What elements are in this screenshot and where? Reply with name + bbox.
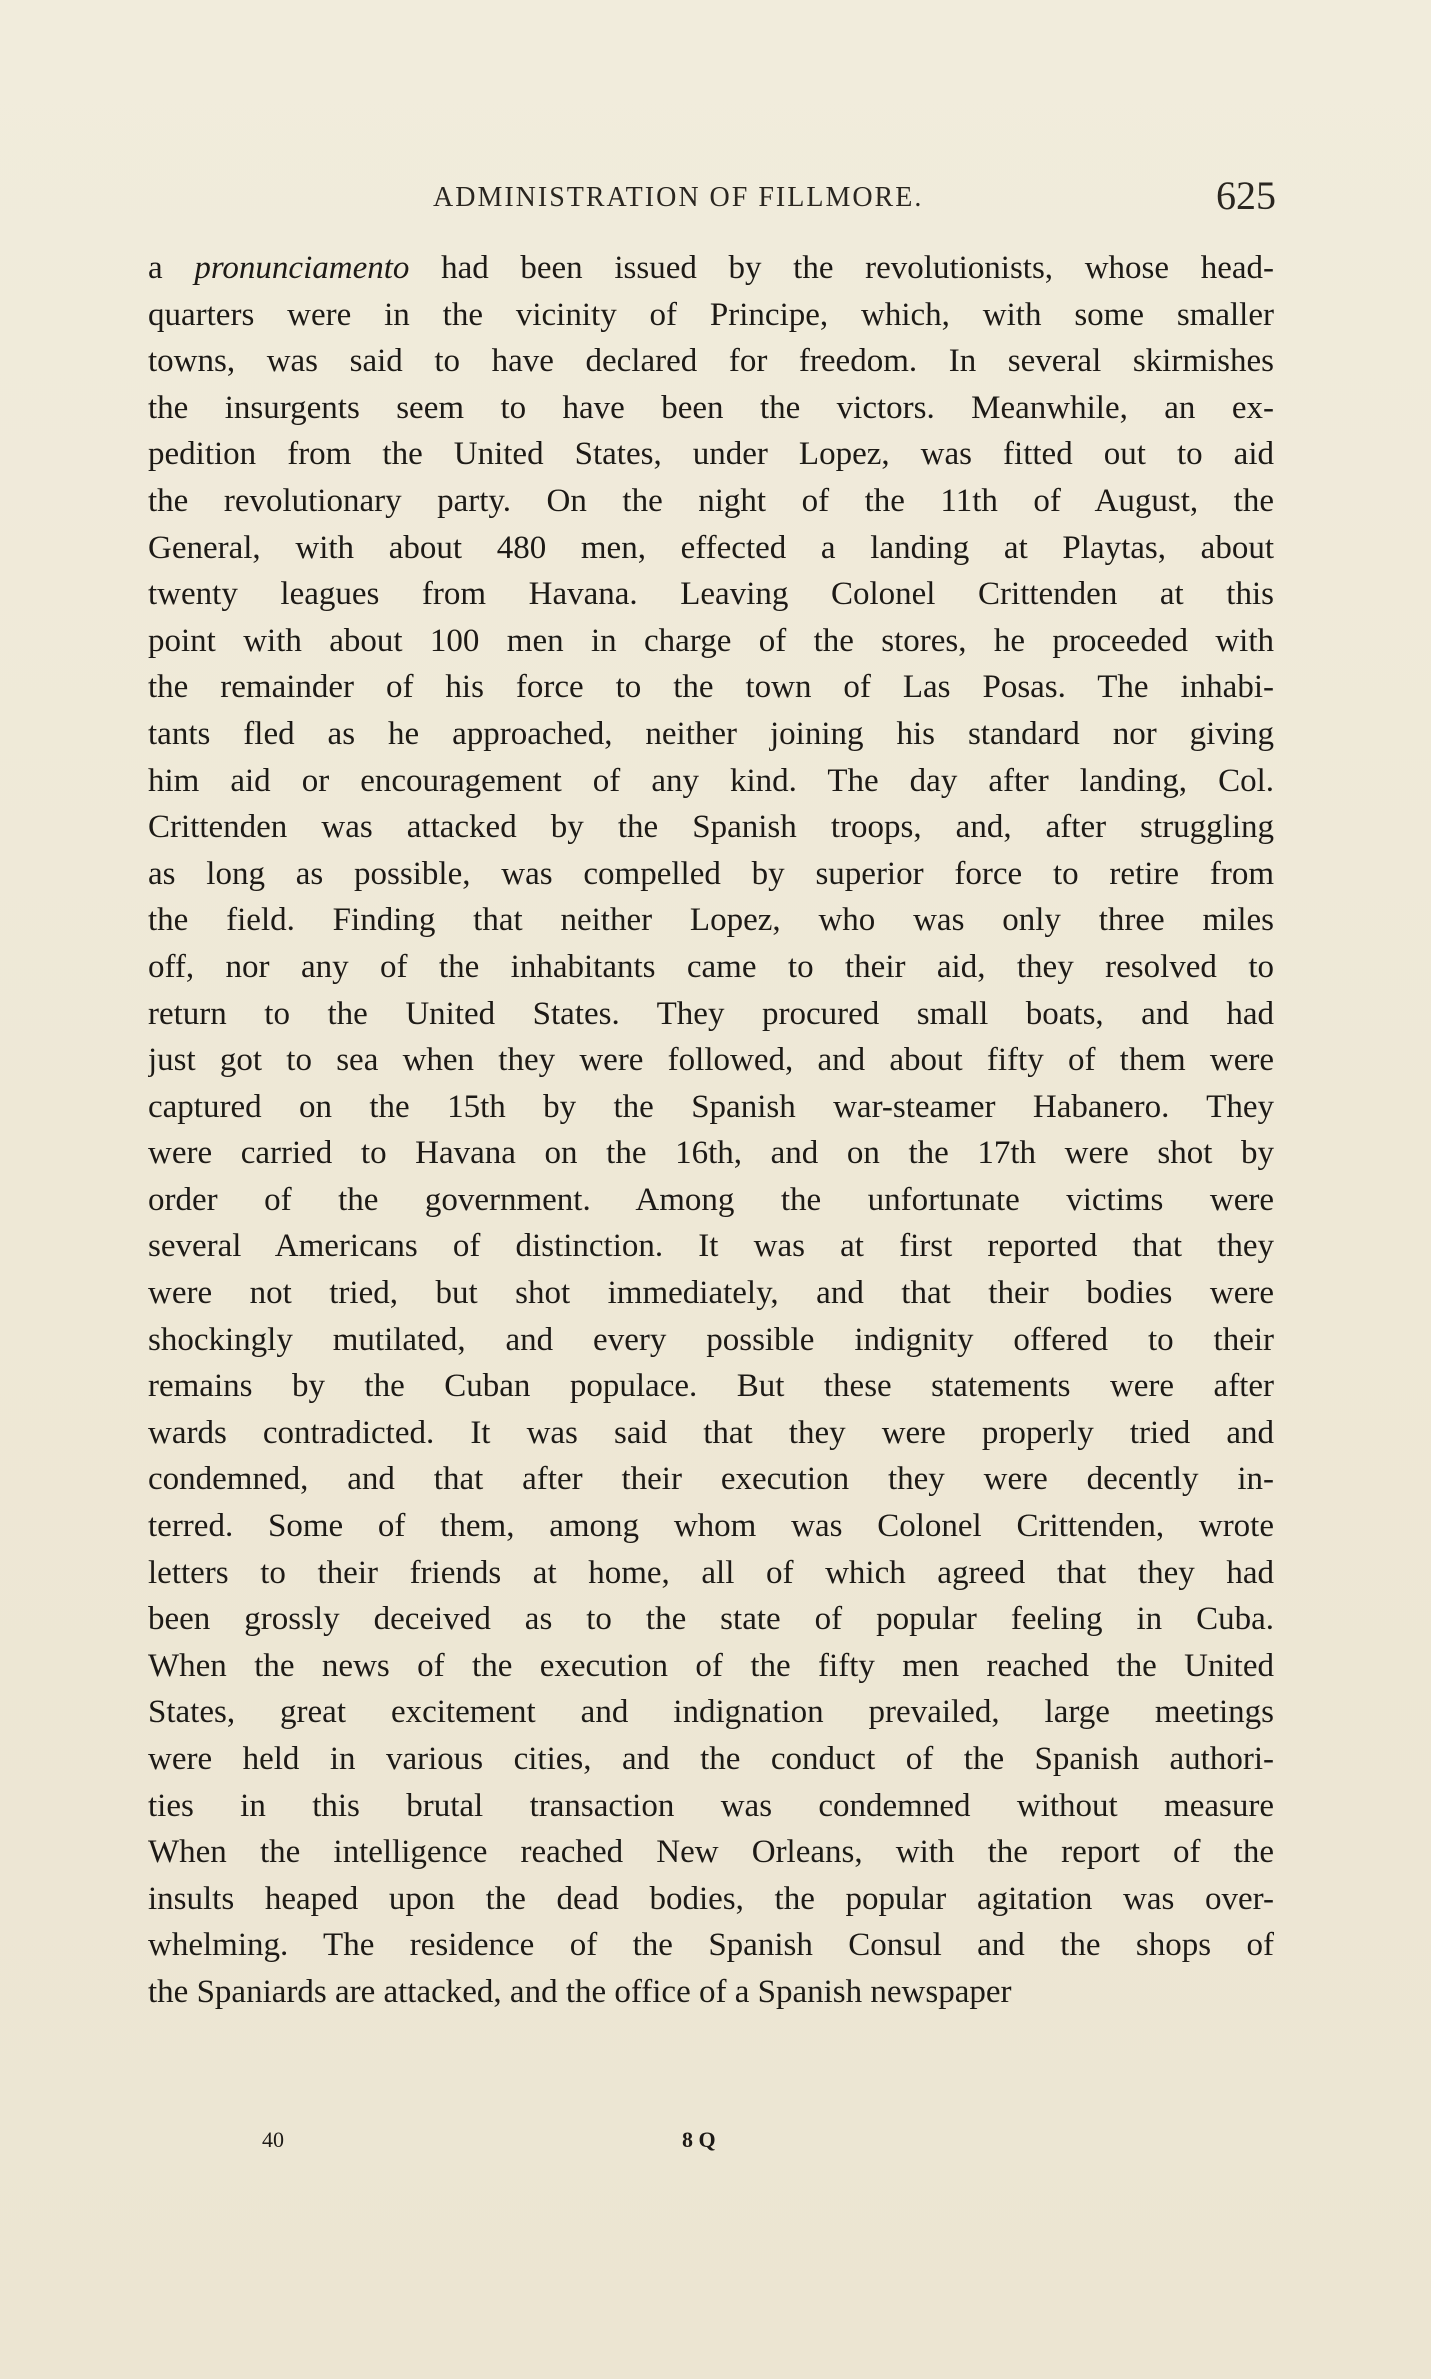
signature-marks: [0, 2127, 1431, 2167]
text-line: letters to their friends at home, all of which agreed that they had: [148, 1554, 1274, 1591]
text-line: point with about 100 men in charge of the stores, he proceeded with: [148, 622, 1274, 659]
signature-right: 8 Q: [682, 2127, 716, 2152]
text-line: order of the government. Among the unfortunate victims were: [148, 1181, 1274, 1218]
text-line: were not tried, but shot immediately, and that their bodies were: [148, 1275, 1274, 1312]
text-line: the remainder of his force to the town of Las Posas. The inhabi-: [148, 669, 1274, 706]
text-line: [148, 245, 1274, 292]
text-line: remains by the Cuban populace. But these statements were after: [148, 1368, 1274, 1405]
text-line-last: the Spaniards are attacked, and the office of a Spanish newspaper: [148, 1973, 1012, 2010]
text-line: When the intelligence reached New Orleans, with the report of the: [148, 1834, 1274, 1871]
body-text: [148, 245, 1274, 2016]
text-line: as long as possible, was compelled by superior force to retire from: [148, 855, 1274, 892]
text-line: States, great excitement and indignation prevailed, large meetings: [148, 1694, 1274, 1731]
text-line: terred. Some of them, among whom was Colonel Crittenden, wrote: [148, 1508, 1274, 1545]
text-line: were held in various cities, and the conduct of the Spanish authori-: [148, 1741, 1274, 1777]
first-line-rest: had been issued by the revolutionists, whose head-: [409, 250, 1274, 286]
text-line: When the news of the execution of the fifty men reached the United: [148, 1647, 1274, 1684]
text-line: return to the United States. They procured small boats, and had: [148, 995, 1274, 1032]
text-line: off, nor any of the inhabitants came to their aid, they resolved to: [148, 948, 1274, 985]
text-line: condemned, and that after their execution they were decently in-: [148, 1461, 1274, 1498]
text-line: several Americans of distinction. It was at first reported that they: [148, 1228, 1274, 1265]
text-line: towns, was said to have declared for freedom. In several skirmishes: [148, 343, 1274, 380]
text-line: were carried to Havana on the 16th, and on the 17th were shot by: [148, 1135, 1274, 1172]
text-line: insults heaped upon the dead bodies, the popular agitation was over-: [148, 1880, 1274, 1917]
page-number: 625: [1216, 173, 1276, 218]
text-line: whelming. The residence of the Spanish Consul and the shops of: [148, 1927, 1274, 1964]
first-line-lead: a: [148, 250, 195, 286]
text-line: tants fled as he approached, neither joining his standard nor giving: [148, 715, 1274, 752]
text-line: wards contradicted. It was said that they were properly tried and: [148, 1414, 1274, 1451]
text-line: Crittenden was attacked by the Spanish troops, and, after struggling: [148, 809, 1274, 846]
text-line: General, with about 480 men, effected a landing at Playtas, about: [148, 529, 1274, 566]
text-line: captured on the 15th by the Spanish war-steamer Habanero. They: [148, 1088, 1274, 1125]
text-line: shockingly mutilated, and every possible indignity offered to their: [148, 1321, 1274, 1358]
page-header: [148, 168, 1276, 228]
italic-term: pronunciamento: [194, 250, 410, 286]
text-line: the field. Finding that neither Lopez, who was only three miles: [148, 902, 1274, 939]
running-head: ADMINISTRATION OF FILLMORE.: [433, 182, 924, 213]
text-line: ties in this brutal transaction was condemned without measure: [148, 1787, 1274, 1824]
text-line: twenty leagues from Havana. Leaving Colonel Crittenden at this: [148, 576, 1274, 613]
signature-left: 40: [262, 2127, 284, 2152]
text-line: the revolutionary party. On the night of the 11th of August, the: [148, 482, 1274, 519]
text-line: him aid or encouragement of any kind. The day after landing, Col.: [148, 762, 1274, 799]
text-line: the insurgents seem to have been the victors. Meanwhile, an ex-: [148, 389, 1274, 426]
text-line: been grossly deceived as to the state of popular feeling in Cuba.: [148, 1601, 1274, 1638]
text-line: pedition from the United States, under Lopez, was fitted out to aid: [148, 436, 1274, 473]
text-line: quarters were in the vicinity of Principe, which, with some smaller: [148, 296, 1274, 333]
text-line: just got to sea when they were followed, and about fifty of them were: [148, 1042, 1274, 1079]
